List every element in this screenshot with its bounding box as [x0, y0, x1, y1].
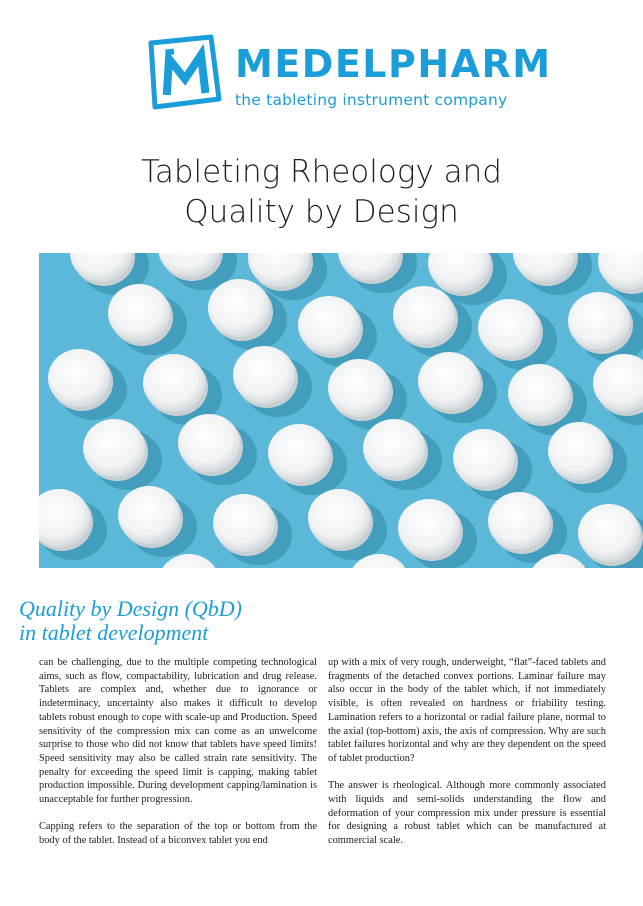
tablet [548, 422, 610, 480]
tablet [268, 424, 330, 482]
tablet [213, 494, 275, 552]
tablet [453, 429, 515, 487]
section-heading [19, 597, 242, 645]
tablet [178, 414, 240, 472]
tablet [568, 292, 630, 350]
tablet [393, 286, 455, 344]
tablet [48, 349, 110, 407]
paragraph: Capping refers to the separation of the top or bottom from the body of the tablet. Instead of a biconvex tablet you end [39, 821, 317, 847]
tablet [118, 486, 180, 544]
title-line-1: Tableting Rheology and [141, 154, 502, 190]
paragraph: The answer is rheological. Although more commonly associated with liquids and semi-solids understanding the flow and deformation of your compression mix under pressure is essential for designing a robust tablet which can be manufactured at commercial scale. [328, 780, 606, 847]
medelpharm-logo-icon [145, 33, 225, 113]
page-title [0, 152, 643, 232]
tablet [233, 346, 295, 404]
brand-logo [145, 33, 552, 113]
hero-image [39, 253, 643, 568]
tablet [418, 352, 480, 410]
tablet [363, 419, 425, 477]
body-column-right [328, 656, 606, 862]
tablets-photo [39, 253, 643, 568]
brand-name: MEDELPHARM [235, 42, 552, 86]
section-heading-line-2: in tablet development [19, 620, 209, 645]
section-heading-line-1: Quality by Design (QbD) [19, 596, 243, 621]
tablet [298, 296, 360, 354]
body-column-left [39, 656, 317, 862]
tablet [108, 284, 170, 342]
tablet [508, 364, 570, 422]
paragraph: can be challenging, due to the multiple competing technological aims, such as flow, compactability, lubrication and drug release. Tablets are complex and, whether due to ignorance or indeterminacy, uncertainty also makes it difficult to develop tablets robust enough to cope with scale-up and Production. Speed sensitivity of the compression mix can come as an unwelcome surprise to those who did not know that tablets have speed limits! Speed sensitivity may also be called strain rate sensitivity. The penalty for exceeding the speed limit is capping, making tablet production impossible. During development capping/lamination is unacceptable for further progression. [39, 657, 317, 806]
tablet [398, 499, 460, 557]
tablet [578, 504, 640, 562]
tablet [478, 299, 540, 357]
tablet [208, 279, 270, 337]
title-line-2: Quality by Design [184, 194, 459, 230]
brand-tagline: the tableting instrument company [235, 91, 508, 109]
tablet [308, 489, 370, 547]
tablet [328, 359, 390, 417]
tablet [488, 492, 550, 550]
tablet [83, 419, 145, 477]
paragraph: up with a mix of very rough, underweight, “flat”-faced tablets and fragments of the detached convex portions. Laminar failure may also occur in the body of the tablet which, if not immediately visible, is often revealed on hardness or friability testing. Lamination refers to a horizontal or radial failure plane, normal to the axial (top-bottom) axis, the axis of compression. Why are such tablet failures horizontal and why are they dependent on the speed of tablet production? [328, 657, 606, 764]
tablet [143, 354, 205, 412]
